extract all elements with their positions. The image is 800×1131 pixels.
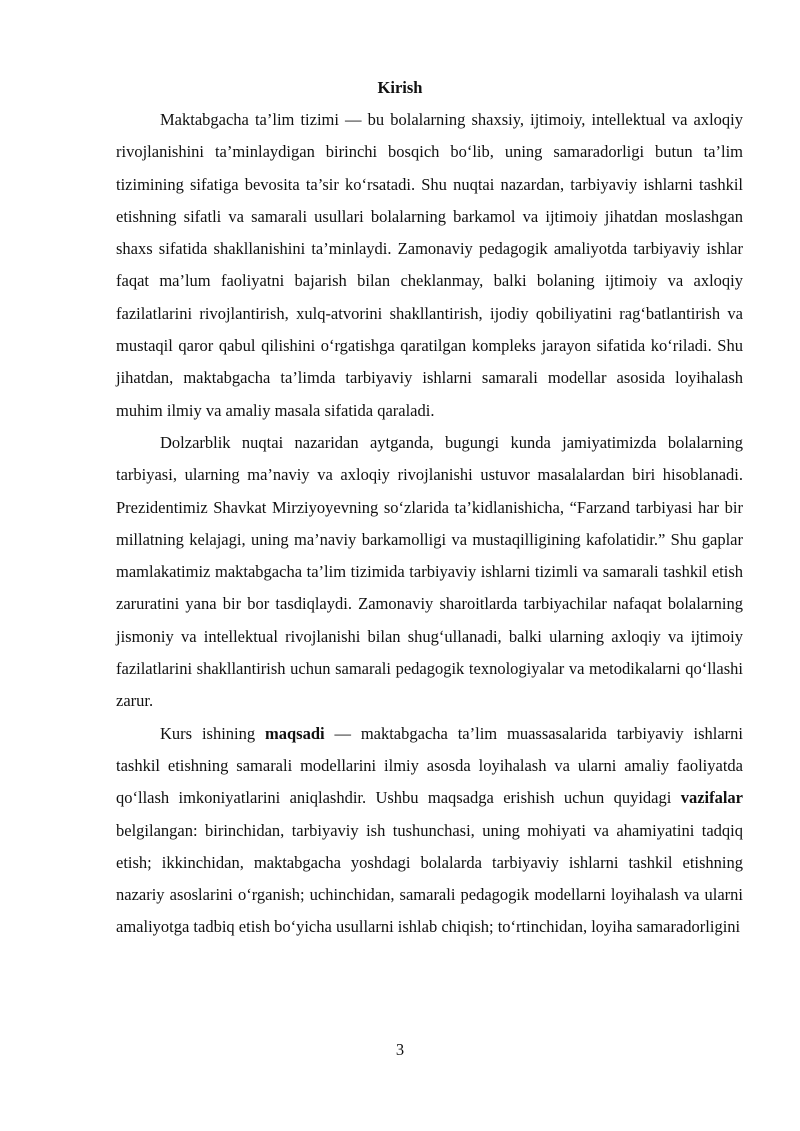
document-body [116, 104, 743, 944]
paragraph-introduction: Maktabgacha ta’lim tizimi — bu bolalarning shaxsiy, ijtimoiy, intellektual va axloqiy rivojlanishini ta’minlaydigan birinchi bosqich bo‘lib, uning samaradorligi butun ta’lim tizimining sifatiga bevosita ta’sir ko‘rsatadi. Shu nuqtai nazardan, tarbiyaviy ishlarni tashkil etishning sifatli va samarali usullari bolalarning barkamol va ijtimoiy jihatdan moslashgan shaxs sifatida shakllanishini ta’minlaydi. Zamonaviy pedagogik amaliyotda tarbiyaviy ishlar faqat ma’lum faoliyatni bajarish bilan cheklanmay, balki bolaning ijtimoiy va axloqiy fazilatlarini rivojlantirish, xulq-atvorini shakllantirish, ijodiy qobiliyatini rag‘batlantirish va mustaqil qaror qabul qilishini o‘rgatishga qaratilgan kompleks jarayon sifatida ko‘riladi. Shu jihatdan, maktabgacha ta’limda tarbiyaviy ishlarni samarali modellar asosida loyihalash muhim ilmiy va amaliy masala sifatida qaraladi. [116, 110, 743, 420]
page-number: 3 [395, 1040, 405, 1059]
bold-term-tasks: vazifalar [680, 788, 743, 808]
paragraph-goal-tasks [116, 718, 743, 944]
section-title: Kirish [377, 78, 423, 97]
text-run: — maktabgacha ta’lim muassasalarida tarbiyaviy ishlarni tashkil etishning samarali modellarini ilmiy asosda loyihalash va ularni amaliy faoliyatda qo‘llash imkoniyatlarini aniqlashdir. Ushbu maqsadga erishish uchun quyidagi [116, 723, 743, 808]
bold-term-goal: maqsadi [264, 723, 325, 743]
text-run: Kurs ishining [160, 723, 265, 743]
paragraph-relevance: Dolzarblik nuqtai nazaridan aytganda, bugungi kunda jamiyatimizda bolalarning tarbiyasi, ularning ma’naviy va axloqiy rivojlanishi ustuvor masalalardan biri hisoblanadi. Prezidentimiz Shavkat Mirziyoyevning so‘zlarida ta’kidlanishicha, “Farzand tarbiyasi har bir millatning kelajagi, uning ma’naviy barkamolligi va mustaqilligining kafolatidir.” Shu gaplar mamlakatimiz maktabgacha ta’lim tizimida tarbiyaviy ishlarni tizimli va samarali tashkil etish zaruratini yana bir bor tasdiqlaydi. Zamonaviy sharoitlarda tarbiyachilar nafaqat bolalarning jismoniy va intellektual rivojlanishi bilan shug‘ullanadi, balki ularning axloqiy va ijtimoiy fazilatlarini shakllantirish uchun samarali pedagogik texnologiyalar va metodikalarni qo‘llashi zarur. [116, 432, 743, 711]
text-run: belgilangan: birinchidan, tarbiyaviy ish tushunchasi, uning mohiyati va ahamiyatini tadqiq etish; ikkinchidan, maktabgacha yoshdagi bolalarda tarbiyaviy ishlarni tashkil etishning nazariy asoslarini o‘rganish; uchinchidan, samarali pedagogik modellarni loyihalash va ularni amaliyotga tadbiq etish bo‘yicha usullarni ishlab chiqish; to‘rtinchidan, loyiha samaradorligini [116, 820, 743, 937]
